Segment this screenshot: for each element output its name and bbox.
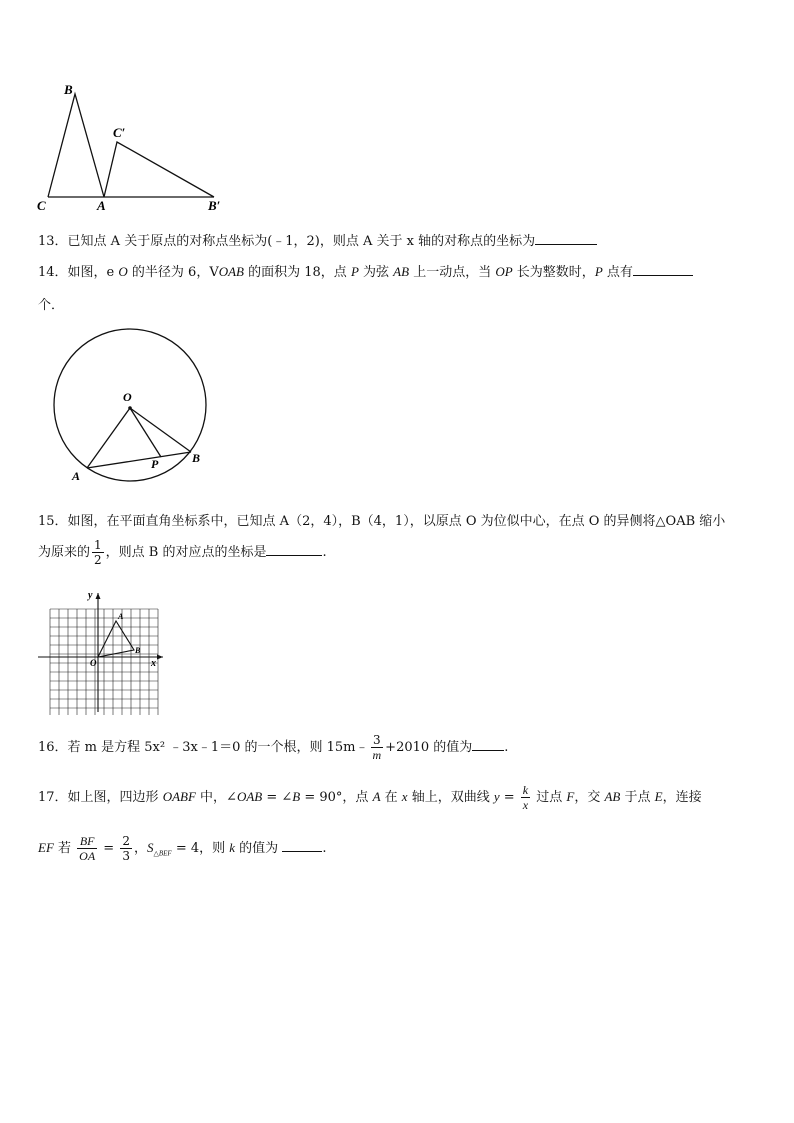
fraction-bf-over-oa xyxy=(77,834,97,863)
q17-k2: k xyxy=(229,840,236,855)
q14-t1: 的半径为 6， xyxy=(127,265,210,280)
q17-eq2: = xyxy=(99,841,119,856)
q17-comma: ， xyxy=(133,841,147,856)
q16-frac-num: 3 xyxy=(371,733,384,748)
q17-d: 在 xyxy=(380,790,402,805)
label-y: y xyxy=(88,590,93,601)
q14-number: 14．如图， xyxy=(38,265,107,280)
fraction-one-half xyxy=(92,538,104,567)
label-b: B xyxy=(135,646,141,655)
q14-ab: AB xyxy=(393,264,410,279)
circle-symbol: e xyxy=(106,265,115,280)
q17-ab-var: AB xyxy=(604,789,621,804)
q15-frac-num: 1 xyxy=(94,538,102,552)
q17-k: k xyxy=(522,783,529,797)
q15-pre: 为原来的 xyxy=(38,545,91,560)
q16-pre: 16．若 m 是方程 5x² ﹣3x﹣1＝0 的一个根，则 15m﹣ xyxy=(38,740,369,755)
q17-a-var: A xyxy=(372,789,381,804)
question-15-line2: 为原来的 $\frac{1}{2}$ ，则点 B 的对应点的坐标是 . xyxy=(38,538,327,567)
label-c-prime: C′ xyxy=(113,125,126,140)
figure-triangles xyxy=(30,80,230,215)
label-b: B xyxy=(64,82,73,97)
q17-x-den: x xyxy=(522,798,529,812)
q17-e: 轴上，双曲线 xyxy=(407,790,494,805)
question-14-line2: 个． xyxy=(38,298,65,313)
q17-b: = ∠ xyxy=(262,790,293,805)
question-17-line2: EF 若 $\frac{BF}{OA}$ = $\frac{2}{3}$ ，$S_{\triangle BEF} = 4$，则 k 的值为 . xyxy=(38,834,327,863)
q17-c: = 90°，点 xyxy=(300,790,373,805)
segment-oa xyxy=(87,408,130,468)
triangle-abc xyxy=(48,94,104,197)
q14-t2: 的面积为 18，点 xyxy=(244,265,351,280)
grid xyxy=(50,609,158,715)
label-b-prime: B′ xyxy=(208,198,221,213)
q17-i: ，连接 xyxy=(662,790,702,805)
q14-op: OP xyxy=(495,264,513,279)
y-axis-arrow xyxy=(96,593,101,599)
q17-g: ，交 xyxy=(574,790,605,805)
q14-t4: 上一动点，当 xyxy=(409,265,496,280)
triangle-ab-prime-c-prime xyxy=(104,142,214,197)
q17-subscript: △BEF xyxy=(153,849,172,858)
label-a: A xyxy=(72,469,81,483)
center-point xyxy=(128,406,132,410)
fraction-k-over-x xyxy=(521,783,530,812)
circle-o xyxy=(54,329,206,481)
label-p: P xyxy=(151,457,159,471)
q14-p: P xyxy=(350,264,359,279)
q13-answer-blank[interactable] xyxy=(535,232,597,245)
q15-answer-blank[interactable] xyxy=(266,543,322,556)
label-o: O xyxy=(90,658,97,668)
q17-oa: OA xyxy=(79,849,96,863)
label-a: A xyxy=(97,198,106,213)
q14-t5: 长为整数时， xyxy=(512,265,595,280)
q15-post: ，则点 B 的对应点的坐标是 xyxy=(105,545,267,560)
q17-h: 于点 xyxy=(620,790,655,805)
q14-answer-blank[interactable] xyxy=(633,263,693,276)
q17-a: 中，∠ xyxy=(195,790,237,805)
q17-x-var: x xyxy=(401,789,408,804)
q17-n2: 2 xyxy=(122,834,130,848)
question-15: 15．如图，在平面直角坐标系中，已知点 A（2，4），B（4，1），以原点 O 为位似中心，在点 O 的异侧将△OAB 缩小 xyxy=(38,514,726,529)
q17-b-var: B xyxy=(292,789,301,804)
q17-e-var: E xyxy=(654,789,663,804)
q17-bf: BF xyxy=(77,834,97,849)
q17-eq4: = 4，则 xyxy=(171,841,230,856)
q17-oabf: OABF xyxy=(162,789,196,804)
figure-coordinate-grid xyxy=(38,590,168,715)
question-17 xyxy=(38,783,702,812)
fraction-3-over-m xyxy=(371,733,384,762)
q15-frac-den: 2 xyxy=(94,553,102,567)
q14-t3: 为弦 xyxy=(358,265,394,280)
segment-ob xyxy=(130,408,191,452)
q17-pre: 17．如上图，四边形 xyxy=(38,790,163,805)
q14-p2: P xyxy=(594,264,603,279)
q17-f-var: F xyxy=(566,789,575,804)
label-c: C xyxy=(37,198,46,213)
label-a: A xyxy=(118,612,124,621)
q14-o: O xyxy=(118,264,128,279)
q17-eq: = xyxy=(499,790,519,805)
q14-oab: OAB xyxy=(218,264,244,279)
q16-frac-den: m xyxy=(372,748,382,762)
q17-s: S xyxy=(146,840,154,855)
q17-oab: OAB xyxy=(236,789,263,804)
figure-circle xyxy=(50,328,220,488)
fraction-2-over-3 xyxy=(120,834,132,863)
q17-answer-blank[interactable] xyxy=(282,839,322,852)
label-o: O xyxy=(123,390,132,404)
question-14 xyxy=(38,261,693,280)
x-axis-arrow xyxy=(157,655,163,660)
triangle-symbol: V xyxy=(209,265,219,280)
q13-text: 13．已知点 A 关于原点的对称点坐标为(﹣1，2)，则点 A 关于 x 轴的对称点的坐标为 xyxy=(38,234,536,249)
q17-ef: EF xyxy=(38,840,54,855)
q17-f: 过点 xyxy=(532,790,567,805)
segment-op xyxy=(130,408,161,457)
q14-t6: 点有 xyxy=(602,265,633,280)
q17-ruo: 若 xyxy=(53,841,76,856)
q17-y-var: y xyxy=(493,789,500,804)
q17-tail: 的值为 xyxy=(235,841,279,856)
q17-d3: 3 xyxy=(122,849,130,863)
triangle-oab xyxy=(98,621,134,657)
label-x: x xyxy=(151,658,156,669)
q16-answer-blank[interactable] xyxy=(472,738,504,751)
q16-post: +2010 的值为 xyxy=(385,740,473,755)
label-b: B xyxy=(192,451,201,465)
question-16: 16．若 m 是方程 5x² ﹣3x﹣1＝0 的一个根，则 15m﹣ $\frac{3}{m}$ +2010 的值为 . xyxy=(38,733,509,762)
question-13 xyxy=(38,230,597,249)
